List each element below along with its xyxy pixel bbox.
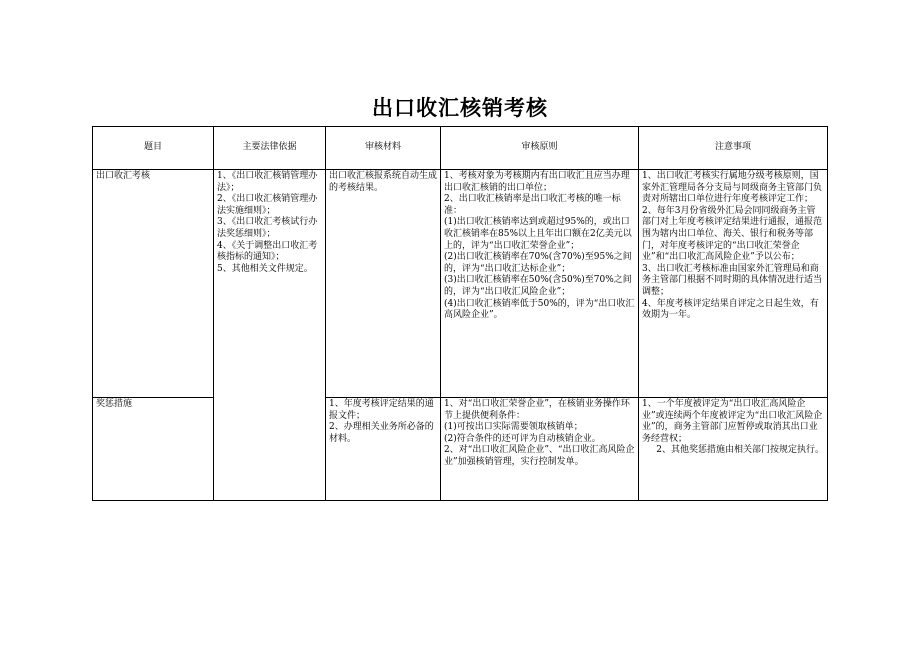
principles-line: 1、对“出口收汇荣誉企业”，在核销业务操作环节上提供便利条件： — [444, 399, 630, 421]
notes-line: 1、出口收汇考核实行属地分级考核原则，国家外汇管理局各分支局与同级商务主管部门负责对所辖出口单位进行年度考核评定工作； — [642, 171, 823, 205]
principles-cell — [441, 170, 639, 398]
notes-line: 2、每年3月份省级外汇局会同同级商务主管部门对上年度考核评定结果进行通报，通报范围为辖内出口单位、海关、银行和税务等部门，对年度考核评定的“出口收汇荣誉企业”和“出口收汇高风险企业”予以公布； — [642, 205, 823, 263]
principles-line: 1、考核对象为考核期内有出口收汇且应当办理出口收汇核销的出口单位； — [444, 171, 630, 193]
legal-basis-line: 3、《出口收汇考核试行办法奖惩细则》； — [217, 217, 318, 239]
principles-cell — [441, 398, 639, 501]
principles-line: (3)出口收汇核销率在50%(含50%)至70%之间的，评为“出口收汇风险企业”； — [444, 275, 632, 297]
legal-basis-line: 4、《关于调整出口收汇考核指标的通知》； — [217, 240, 318, 263]
table-row — [93, 398, 828, 501]
principles-line: (4)出口收汇核销率低于50%的，评为“出口收汇高风险企业”。 — [444, 298, 635, 321]
principles-line: (2)符合条件的还可评为自动核销企业。 — [444, 433, 601, 444]
legal-basis-line: 2、《出口收汇核销管理办法实施细则》； — [217, 194, 318, 216]
notes-line: 1、一个年度被评定为“出口收汇高风险企业”或连续两个年度被评定为“出口收汇风险企业”的，商务主管部门应暂停或取消其出口业务经营权； — [642, 399, 823, 444]
notes-line: 2、其他奖惩措施由相关部门按规定执行。 — [656, 445, 824, 456]
header-topic: 题目 — [93, 127, 214, 170]
materials-line: 2、办理相关业务所必备的材料。 — [329, 422, 434, 444]
header-notes: 注意事项 — [639, 127, 828, 170]
notes-cell — [639, 170, 828, 398]
table-row — [93, 170, 828, 398]
notes-cell — [639, 398, 828, 501]
principles-line: (1)可按出口实际需要领取核销单； — [444, 422, 583, 433]
legal-basis-line: 1、《出口收汇核销管理办法》； — [217, 171, 318, 193]
row-topic: 奖惩措施 — [93, 398, 214, 501]
principles-line: 2、对“出口收汇风险企业”、“出口收汇高风险企业”加强核销管理，实行控制发单。 — [444, 445, 635, 467]
page-title: 出口收汇核销考核 — [372, 96, 548, 120]
table-header-row — [93, 127, 828, 170]
header-legal-basis: 主要法律依据 — [214, 127, 326, 170]
materials-cell — [326, 398, 441, 501]
materials-line: 出口收汇核报系统自动生成的考核结果。 — [329, 171, 438, 193]
principles-line: (1)出口收汇核销率达到或超过95%的，或出口收汇核销率在85%以上且年出口额在2亿美元以上的，评为“出口收汇荣誉企业”； — [444, 217, 632, 251]
principles-line: (2)出口收汇核销率在70%(含70%)至95%之间的，评为“出口收汇达标企业”； — [444, 252, 632, 274]
notes-line: 4、年度考核评定结果自评定之日起生效，有效期为一年。 — [642, 298, 819, 321]
materials-cell — [326, 170, 441, 398]
row-topic: 出口收汇考核 — [93, 170, 214, 398]
notes-line: 3、出口收汇考核标准由国家外汇管理局和商务主管部门根据不同时期的具体情况进行适当调整； — [642, 263, 823, 297]
legal-basis-line: 5、其他相关文件规定。 — [217, 263, 313, 274]
header-principles: 审核原则 — [441, 127, 639, 170]
principles-line: 2、出口收汇核销率是出口收汇考核的唯一标准： — [444, 194, 621, 216]
legal-basis-cell — [214, 170, 326, 501]
materials-line: 1、年度考核评定结果的通报文件； — [329, 399, 434, 421]
assessment-table — [92, 126, 828, 501]
header-materials: 审核材料 — [326, 127, 441, 170]
